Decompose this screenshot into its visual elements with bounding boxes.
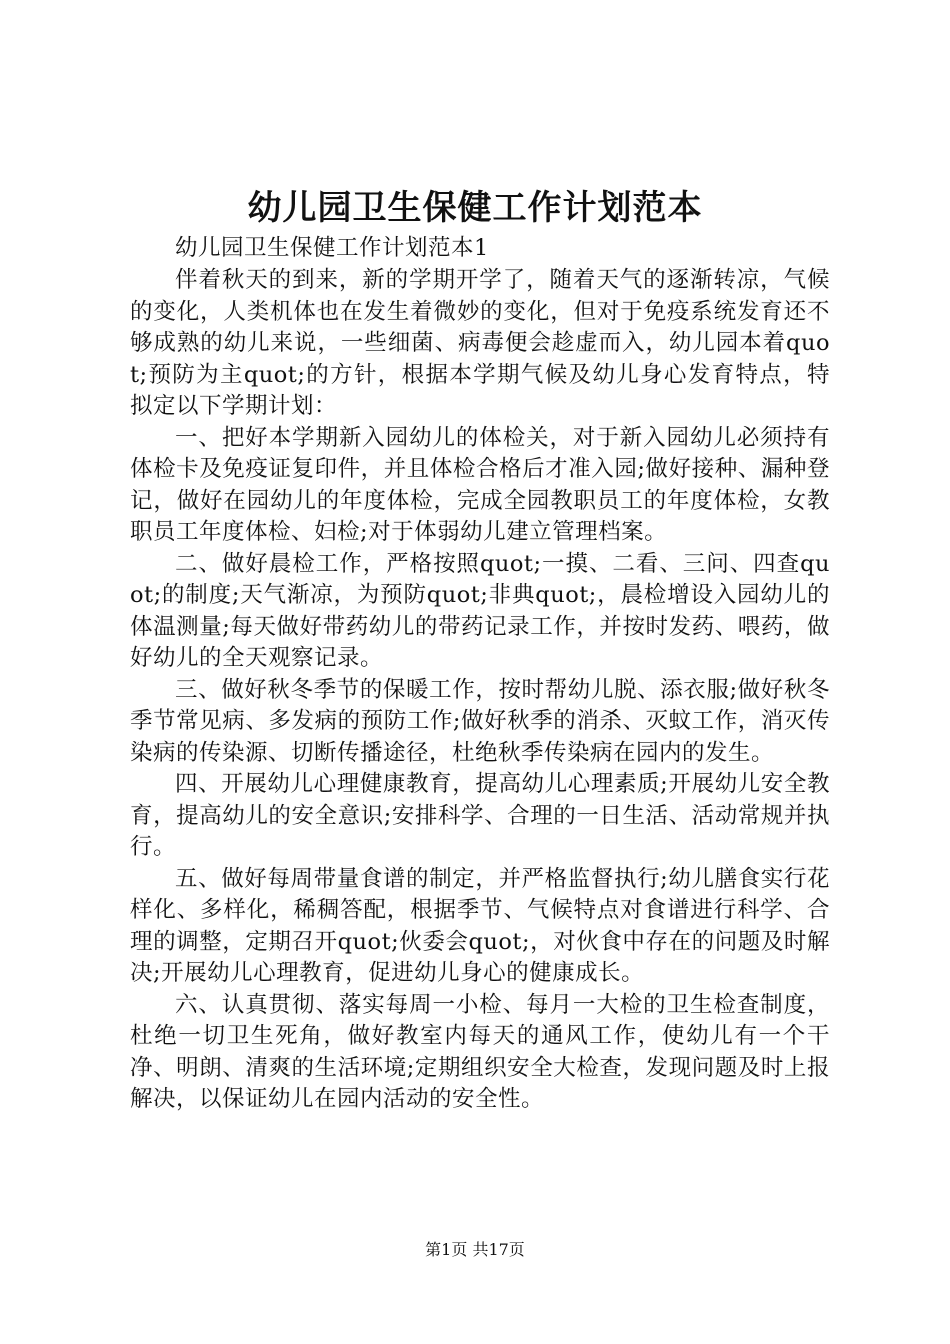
paragraph-5: 五、做好每周带量食谱的制定，并严格监督执行;幼儿膳食实行花样化、多样化，稀稠答配，根据季节、气候特点对食谱进行科学、合理的调整，定期召开quot;伙委会quot;，对伙食中存在的问题及时解决;开展幼儿心理教育，促进幼儿身心的健康成长。 [130,865,830,986]
document-body [130,232,830,1116]
paragraph-2: 二、做好晨检工作，严格按照quot;一摸、二看、三问、四查quot;的制度;天气渐凉，为预防quot;非典quot;，晨检增设入园幼儿的体温测量;每天做好带药幼儿的带药记录工作，并按时发药、喂药，做好幼儿的全天观察记录。 [130,550,830,671]
page-footer: 第1页 共17页 [425,1240,525,1259]
paragraph-3: 三、做好秋冬季节的保暖工作，按时帮幼儿脱、添衣服;做好秋冬季节常见病、多发病的预防工作;做好秋季的消杀、灭蚊工作，消灭传染病的传染源、切断传播途径，杜绝秋季传染病在园内的发生。 [130,676,830,766]
document-subtitle: 幼儿园卫生保健工作计划范本1 [175,235,489,261]
paragraph-4: 四、开展幼儿心理健康教育，提高幼儿心理素质;开展幼儿安全教育，提高幼儿的安全意识;安排科学、合理的一日生活、活动常规并执行。 [130,771,830,860]
paragraph-intro: 伴着秋天的到来，新的学期开学了，随着天气的逐渐转凉，气候的变化，人类机体也在发生着微妙的变化，但对于免疫系统发育还不够成熟的幼儿来说，一些细菌、病毒便会趁虚而入，幼儿园本着quot;预防为主quot;的方针，根据本学期气候及幼儿身心发育特点，特拟定以下学期计划： [130,267,830,419]
paragraph-6: 六、认真贯彻、落实每周一小检、每月一大检的卫生检查制度，杜绝一切卫生死角，做好教室内每天的通风工作，使幼儿有一个干净、明朗、清爽的生活环境;定期组织安全大检查，发现问题及时上报解决，以保证幼儿在园内活动的安全性。 [130,991,830,1112]
paragraph-1: 一、把好本学期新入园幼儿的体检关，对于新入园幼儿必须持有体检卡及免疫证复印件，并且体检合格后才准入园;做好接种、漏种登记，做好在园幼儿的年度体检，完成全园教职员工的年度体检，女教职员工年度体检、妇检;对于体弱幼儿建立管理档案。 [130,424,830,545]
document-title: 幼儿园卫生保健工作计划范本 [247,188,703,228]
